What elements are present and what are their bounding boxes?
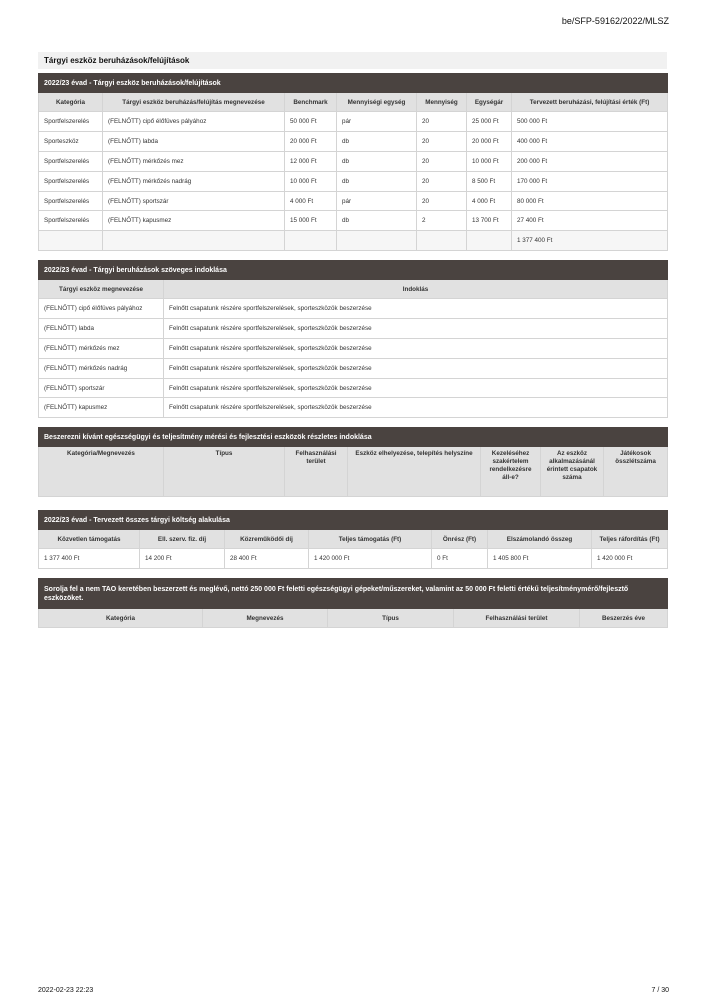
table-row [39, 299, 668, 319]
column-header: Kategória/Megnevezés [39, 447, 164, 497]
table-cell: 20 000 Ft [467, 131, 512, 151]
table-cell: 25 000 Ft [467, 112, 512, 132]
table-cell: db [337, 151, 417, 171]
table-cell: 170 000 Ft [512, 171, 668, 191]
column-header: Kezeléséhez szakértelem rendelkezésre áll-e? [481, 447, 541, 497]
table-row [39, 378, 668, 398]
table-cell: (FELNŐTT) mérkőzés mez [39, 338, 164, 358]
investments-table-title: 2022/23 évad - Tárgyi eszköz beruházások/felújítások [39, 74, 668, 93]
footer-timestamp: 2022-02-23 22:23 [38, 987, 94, 994]
column-header: Tárgyi eszköz megnevezése [39, 280, 164, 299]
table-cell: 20 [417, 131, 467, 151]
table-cell: (FELNŐTT) mérkőzés nadrág [103, 171, 285, 191]
table-cell: db [337, 211, 417, 231]
column-header: Felhasználási terület [454, 609, 580, 628]
column-header: Közvetlen támogatás [39, 530, 140, 549]
table-cell: db [337, 171, 417, 191]
table-cell: Sportfelszerelés [39, 151, 103, 171]
section-title: Tárgyi eszköz beruházások/felújítások [38, 52, 667, 69]
health-equipment-table-title: Beszerezni kívánt egészségügyi és teljesítmény mérési és fejlesztési eszközök részletes indoklása [39, 428, 668, 447]
column-header: Felhasználási terület [285, 447, 348, 497]
table-cell: 1 420 000 Ft [592, 549, 668, 569]
column-header: Játékosok összlétszáma [604, 447, 668, 497]
column-header: Mennyiségi egység [337, 93, 417, 112]
table-cell: 50 000 Ft [285, 112, 337, 132]
table-cell: Sporteszköz [39, 131, 103, 151]
table-cell: (FELNŐTT) cipő élőfüves pályához [39, 299, 164, 319]
table-cell: (FELNŐTT) mérkőzés mez [103, 151, 285, 171]
table-row [39, 171, 668, 191]
table-cell: 400 000 Ft [512, 131, 668, 151]
table-cell: 28 400 Ft [225, 549, 309, 569]
column-header: Az eszköz alkalmazásánál érintett csapatok száma [541, 447, 604, 497]
document-reference: be/SFP-59162/2022/MLSZ [561, 16, 669, 26]
table-cell: 0 Ft [432, 549, 488, 569]
table-row [39, 151, 668, 171]
costs-table-title: 2022/23 évad - Tervezett összes tárgyi költség alakulása [39, 511, 668, 530]
table-cell: 27 400 Ft [512, 211, 668, 231]
table-row [39, 318, 668, 338]
table-cell: 1 405 800 Ft [488, 549, 592, 569]
existing-equipment-table [38, 578, 668, 628]
table-cell: (FELNŐTT) sportszár [103, 191, 285, 211]
column-header: Ell. szerv. fiz. díj [140, 530, 225, 549]
column-header: Elszámolandó összeg [488, 530, 592, 549]
table-cell: 1 420 000 Ft [309, 549, 432, 569]
table-cell: Sportfelszerelés [39, 211, 103, 231]
column-header: Tervezett beruházási, felújítási érték (Ft) [512, 93, 668, 112]
column-header: Megnevezés [203, 609, 328, 628]
table-cell: (FELNŐTT) sportszár [39, 378, 164, 398]
column-header: Eszköz elhelyezése, telepítés helyszíne [348, 447, 481, 497]
column-header: Beszerzés éve [580, 609, 668, 628]
column-header: Indoklás [164, 280, 668, 299]
table-cell: 20 [417, 171, 467, 191]
table-row [39, 549, 668, 569]
table-row [39, 211, 668, 231]
table-cell: pár [337, 191, 417, 211]
table-cell: 14 200 Ft [140, 549, 225, 569]
table-cell: Felnőtt csapatunk részére sportfelszerelések, sporteszközök beszerzése [164, 338, 668, 358]
total-row [39, 231, 668, 251]
justification-table [38, 260, 668, 418]
table-row [39, 358, 668, 378]
table-row [39, 338, 668, 358]
column-header: Egységár [467, 93, 512, 112]
column-header: Közreműködői díj [225, 530, 309, 549]
table-cell: Sportfelszerelés [39, 191, 103, 211]
health-equipment-table [38, 427, 668, 497]
table-cell: Felnőtt csapatunk részére sportfelszerelések, sporteszközök beszerzése [164, 299, 668, 319]
column-header: Típus [164, 447, 285, 497]
investments-table [38, 73, 668, 251]
table-cell: (FELNŐTT) labda [39, 318, 164, 338]
justification-table-title: 2022/23 évad - Tárgyi beruházások szöveges indoklása [39, 261, 668, 280]
column-header: Teljes ráfordítás (Ft) [592, 530, 668, 549]
table-row [39, 131, 668, 151]
table-cell: Felnőtt csapatunk részére sportfelszerelések, sporteszközök beszerzése [164, 398, 668, 418]
table-cell: 80 000 Ft [512, 191, 668, 211]
table-cell: 10 000 Ft [467, 151, 512, 171]
table-cell: (FELNŐTT) kapusmez [103, 211, 285, 231]
column-header: Tárgyi eszköz beruházás/felújítás megnevezése [103, 93, 285, 112]
total-value: 1 377 400 Ft [512, 231, 668, 251]
column-header: Önrész (Ft) [432, 530, 488, 549]
table-cell: (FELNŐTT) mérkőzés nadrág [39, 358, 164, 378]
table-cell: 2 [417, 211, 467, 231]
table-cell: 13 700 Ft [467, 211, 512, 231]
table-cell: 15 000 Ft [285, 211, 337, 231]
table-cell: Sportfelszerelés [39, 171, 103, 191]
table-cell: Felnőtt csapatunk részére sportfelszerelések, sporteszközök beszerzése [164, 358, 668, 378]
table-cell: 500 000 Ft [512, 112, 668, 132]
table-cell: (FELNŐTT) labda [103, 131, 285, 151]
column-header: Típus [328, 609, 454, 628]
table-cell: 4 000 Ft [467, 191, 512, 211]
table-cell: 4 000 Ft [285, 191, 337, 211]
table-cell: 8 500 Ft [467, 171, 512, 191]
table-cell: 20 [417, 112, 467, 132]
table-row [39, 112, 668, 132]
table-cell: 20 [417, 191, 467, 211]
table-cell: Felnőtt csapatunk részére sportfelszerelések, sporteszközök beszerzése [164, 378, 668, 398]
column-header: Benchmark [285, 93, 337, 112]
column-header: Mennyiség [417, 93, 467, 112]
table-cell: 1 377 400 Ft [39, 549, 140, 569]
table-cell: 20 [417, 151, 467, 171]
table-cell: Felnőtt csapatunk részére sportfelszerelések, sporteszközök beszerzése [164, 318, 668, 338]
column-header: Kategória [39, 93, 103, 112]
column-header: Kategória [39, 609, 203, 628]
table-cell: (FELNŐTT) kapusmez [39, 398, 164, 418]
table-cell: 12 000 Ft [285, 151, 337, 171]
table-cell: db [337, 131, 417, 151]
table-cell: 10 000 Ft [285, 171, 337, 191]
costs-table [38, 510, 668, 569]
column-header: Teljes támogatás (Ft) [309, 530, 432, 549]
table-cell: Sportfelszerelés [39, 112, 103, 132]
table-cell: 200 000 Ft [512, 151, 668, 171]
table-cell: 20 000 Ft [285, 131, 337, 151]
table-row [39, 191, 668, 211]
existing-equipment-table-title: Sorolja fel a nem TAO keretében beszerzett és meglévő, nettó 250 000 Ft feletti egészségügyi gépeket/műszereket, valamint az 50 000 Ft feletti értékű teljesítménymérő/fejlesztő eszközöket. [39, 579, 668, 609]
page-number: 7 / 30 [651, 987, 669, 994]
table-row [39, 398, 668, 418]
table-cell: (FELNŐTT) cipő élőfüves pályához [103, 112, 285, 132]
table-cell: pár [337, 112, 417, 132]
